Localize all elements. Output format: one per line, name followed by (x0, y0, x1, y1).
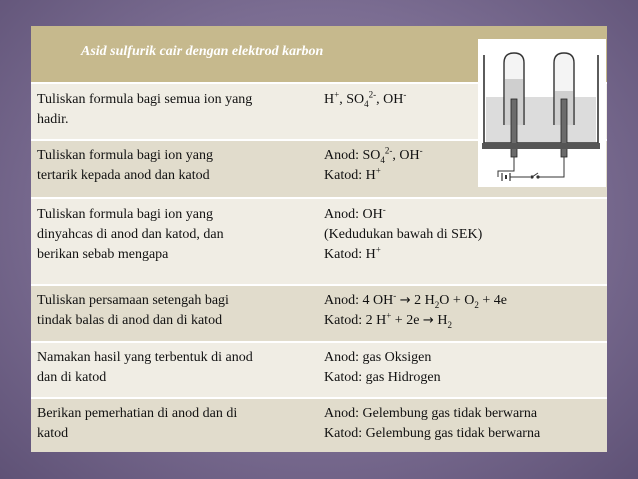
answer-cell: H+, $SO_4^{2-}$, OH- (324, 89, 407, 109)
table-title: Asid sulfurik cair dengan elektrod karbon (81, 44, 324, 59)
answer-cell: Anod: Gelembung gas tidak berwarna Katod: Gelembung gas tidak berwarna (324, 406, 541, 441)
arrow-right-icon: → (422, 313, 434, 328)
question-cell: Tuliskan formula bagi semua ion yang hadir. (37, 92, 253, 127)
table-row (31, 284, 607, 341)
question-cell: Tuliskan persamaan setengah bagi tindak balas di anod dan di katod (37, 293, 229, 328)
question-cell: Tuliskan formula bagi ion yang tertarik kepada anod dan katod (37, 148, 214, 183)
question-cell: Namakan hasil yang terbentuk di anod dan di katod (37, 350, 253, 385)
answer-cell: Anod: gas Oksigen Katod: gas Hidrogen (324, 350, 441, 385)
question-cell: Berikan pemerhatian di anod dan di katod (37, 406, 238, 441)
answer-cell: Anod: 4 OH- → 2 $H_2O + O_2 + 4e$ Katod: 2 $H^+ + 2e \to H_2$ (324, 290, 507, 330)
arrow-right-icon: → (399, 293, 411, 308)
data-table (31, 26, 607, 452)
electrolysis-cell-diagram (478, 39, 606, 187)
question-cell: Tuliskan formula bagi ion yang dinyahcas di anod dan katod, dan berikan sebab mengapa (37, 207, 224, 262)
answer-cell: Anod: OH- (Kedudukan bawah di SEK) Katod: H+ (324, 204, 483, 262)
table-row (31, 197, 607, 284)
table-row (31, 397, 607, 452)
table-row (31, 341, 607, 397)
answer-cell: Anod: $SO_4^{2-}$, OH- Katod: H+ (324, 145, 423, 183)
